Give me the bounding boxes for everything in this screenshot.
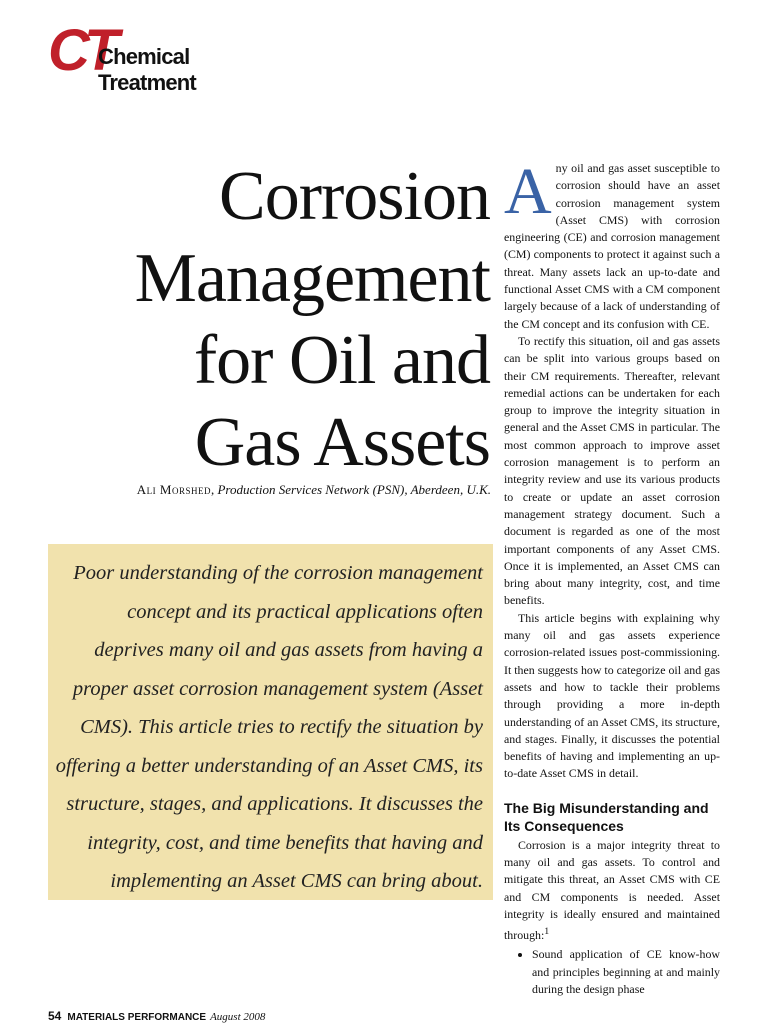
- logo-mark: CT: [48, 18, 114, 83]
- title-line-3: for Oil and: [193, 322, 490, 399]
- paragraph-4-text: Corrosion is a major integrity threat to many oil and gas assets. To control and mitigate this threat, an Asset CMS with CE and CM components is needed. Asset integrity is ideally ensured and maintained through:: [504, 837, 720, 943]
- title-line-1: Corrosion: [219, 158, 490, 235]
- abstract-text: Poor understanding of the corrosion management concept and its practical applications often deprives many oil and gas assets from having a proper asset corrosion management system (Asset CMS). This article tries to rectify the situation by offering a better understanding of an Asset CMS, its structure, stages, and applications. It discusses the integrity, cost, and time benefits that having and implementing an Asset CMS can bring about.: [55, 562, 483, 892]
- section-heading: The Big Misunderstanding and Its Consequences: [504, 799, 709, 834]
- footnote-ref: 1: [544, 926, 550, 938]
- logo-name: Chemical Treatment: [98, 44, 196, 95]
- list-item: • Sound application of CE know-how and principles beginning at and mainly during the design phase: [532, 946, 720, 998]
- bullet-list: [504, 946, 720, 998]
- paragraph-1-text: ny oil and gas asset susceptible to corrosion should have an asset corrosion management system (Asset CMS) with corrosion engineering (CE) and corrosion management (CM) components to protect it against such a threat. Many assets lack an up-to-date and functional Asset CMS with a CM component largely because of a lack of understanding of the CM concept and its confusion with CE.: [504, 161, 720, 331]
- drop-cap: A: [504, 155, 552, 228]
- body-column: [504, 155, 720, 998]
- paragraph-1: [504, 155, 720, 333]
- byline: [41, 482, 491, 498]
- article-title: [30, 156, 490, 484]
- title-line-2: Management: [134, 240, 490, 317]
- title-line-4: Gas Assets: [194, 404, 490, 481]
- author-affiliation: Production Services Network (PSN), Aberdeen, U.K.: [217, 482, 491, 497]
- abstract-box: [48, 544, 493, 900]
- magazine-name: MATERIALS PERFORMANCE: [67, 1012, 207, 1023]
- paragraph-2: To rectify this situation, oil and gas assets can be split into various groups based on their CM requirements. Thereafter, relevant remedial actions can be undertaken for each group to improve the integrity situation in general and the Asset CMS in particular. The most common approach to improve asset corrosion management is to perform an integrity review and use its various products to create or update an asset corrosion management strategy document. Such a document is regarded as one of the most important components of any Asset CMS. Once it is implemented, an Asset CMS can bring about many integrity, cost, and time benefits.: [504, 333, 720, 608]
- paragraph-4: [504, 837, 720, 945]
- issue-date: August 2008: [210, 1011, 266, 1023]
- byline-separator: ,: [210, 482, 218, 497]
- paragraph-3: This article begins with explaining why many oil and gas assets experience corrosion-related issues post-commissioning. It then suggests how to categorize oil and gas assets and how to tackle their problems through providing a more in-depth understanding of an Asset CMS, its structure, and stages. Finally, it discusses the potential benefits of having and implementing an up-to-date Asset CMS in detail.: [504, 610, 720, 781]
- page-footer: [48, 1009, 265, 1023]
- magazine-logo: [48, 18, 268, 95]
- author-name: Ali Morshed: [136, 482, 211, 497]
- page-number: 54: [48, 1009, 62, 1023]
